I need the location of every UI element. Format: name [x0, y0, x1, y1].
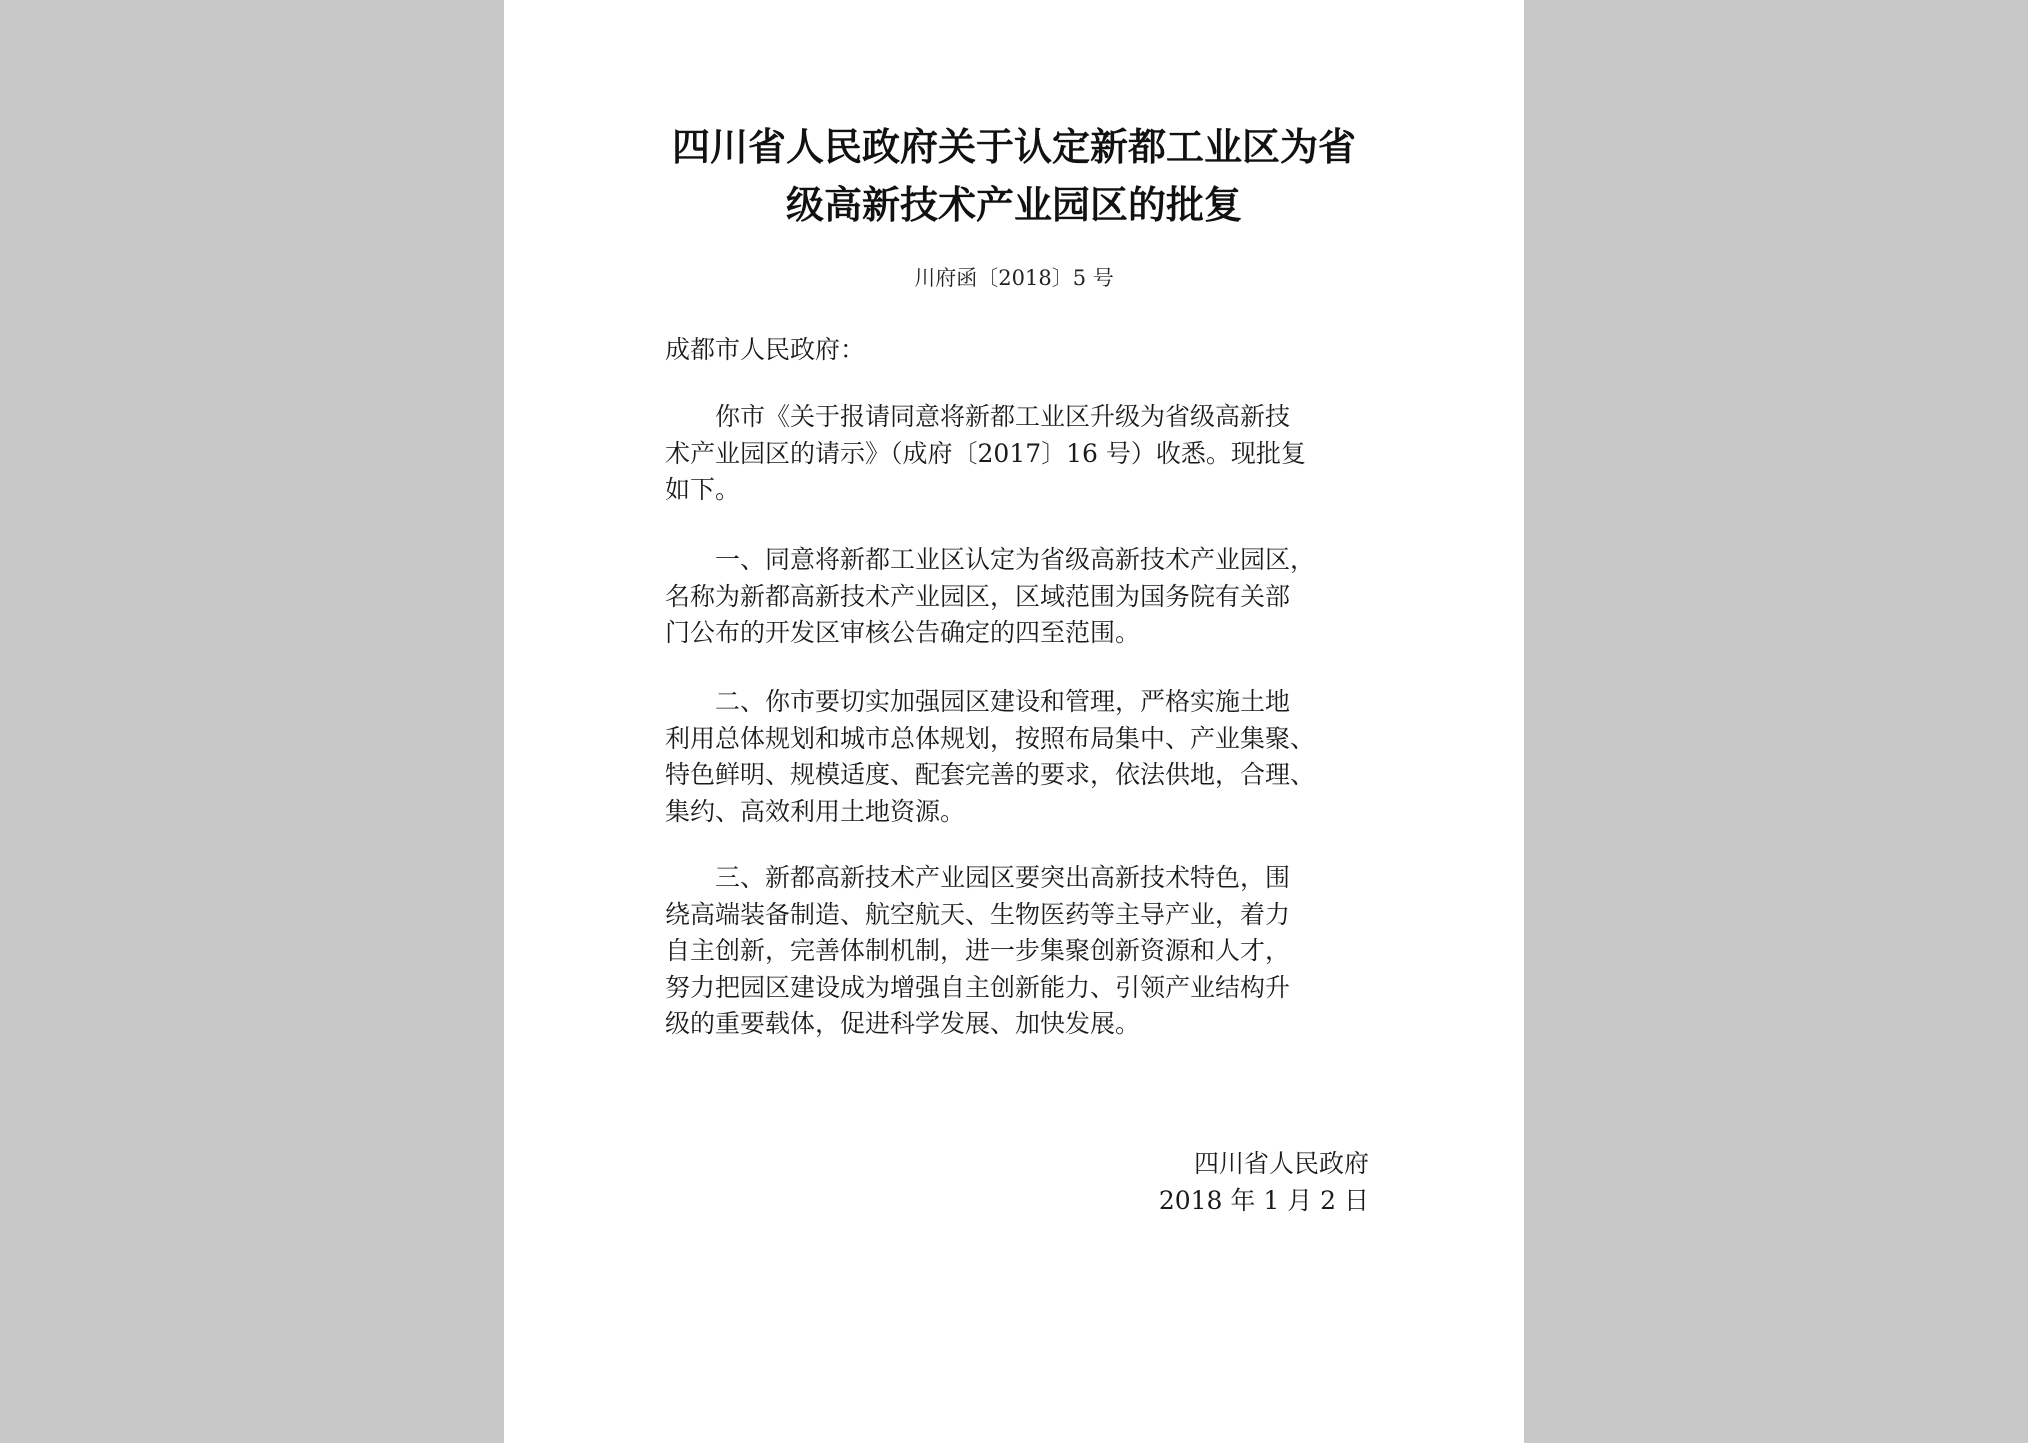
paragraph-line: 你市《关于报请同意将新都工业区升级为省级高新技: [665, 402, 1291, 431]
paragraph-line: 如下。: [665, 475, 741, 504]
document-number: 川府函〔2018〕5 号: [914, 266, 1114, 290]
paragraph-line: 三、新都高新技术产业园区要突出高新技术特色，围: [665, 863, 1291, 892]
paragraph-line: 自主创新，完善体制机制，进一步集聚创新资源和人才，: [665, 936, 1291, 965]
signature-date: 2018 年 1 月 2 日: [1158, 1186, 1369, 1215]
paragraph-line: 一、同意将新都工业区认定为省级高新技术产业园区，: [665, 545, 1316, 574]
salutation: 成都市人民政府：: [665, 335, 866, 364]
paragraph-line: 绕高端装备制造、航空航天、生物医药等主导产业，着力: [665, 899, 1291, 929]
signature-block: [1124, 1145, 1369, 1219]
document-title: [504, 118, 1524, 234]
paragraph-item-1: [665, 542, 1365, 652]
paragraph-line: 二、你市要切实加强园区建设和管理，严格实施土地: [665, 687, 1291, 716]
document-page: [504, 0, 1524, 1443]
paragraph-line: 名称为新都高新技术产业园区，区域范围为国务院有关部: [665, 581, 1291, 611]
paragraph-line: 术产业园区的请示》（成府〔2017〕16 号）收悉。现批复: [665, 438, 1306, 468]
title-line: 四川省人民政府关于认定新都工业区为省: [671, 124, 1356, 169]
paragraph-line: 门公布的开发区审核公告确定的四至范围。: [665, 618, 1141, 647]
paragraph-line: 努力把园区建设成为增强自主创新能力、引领产业结构升: [665, 972, 1291, 1002]
paragraph-item-3: [665, 860, 1365, 1043]
signature-issuer: 四川省人民政府: [1193, 1149, 1369, 1178]
title-line: 级高新技术产业园区的批复: [785, 182, 1242, 227]
paragraph-line: 集约、高效利用土地资源。: [665, 796, 966, 826]
paragraph-line: 利用总体规划和城市总体规划，按照布局集中、产业集聚、: [665, 723, 1316, 753]
paragraph-line: 级的重要载体，促进科学发展、加快发展。: [665, 1009, 1141, 1038]
paragraph-item-2: [665, 684, 1365, 830]
paragraph-intro: [665, 399, 1365, 509]
paragraph-line: 特色鲜明、规模适度、配套完善的要求，依法供地，合理、: [665, 760, 1316, 789]
